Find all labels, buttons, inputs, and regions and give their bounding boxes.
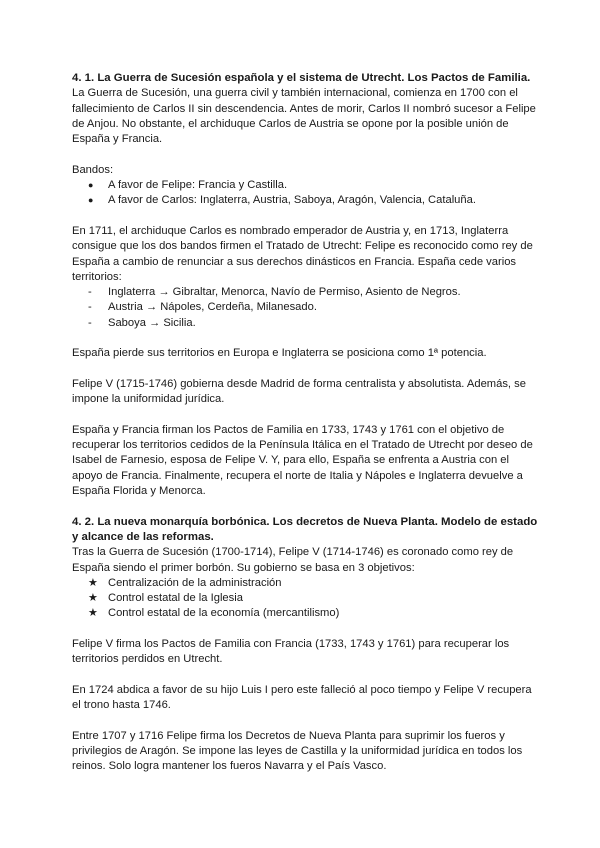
list-item-text: Saboya → Sicilia. — [108, 316, 196, 329]
star-icon: ★ — [88, 592, 98, 605]
list-item — [72, 178, 540, 193]
abdica-paragraph: En 1724 abdica a favor de su hijo Luis I pero este falleció al poco tiempo y Felipe V recupera el trono hasta 1746. — [72, 683, 532, 712]
list-item — [72, 193, 540, 208]
potencia-paragraph: España pierde sus territorios en Europa e Inglaterra se posiciona como 1ª potencia. — [72, 347, 487, 360]
section-1-intro: La Guerra de Sucesión, una guerra civil y también internacional, comienza en 1700 con el fallecimiento de Carlos II sin descendencia. Antes de morir, Carlos II nombró sucesor a Felipe de Anjou. No obstante, el archiduque Carlos de Austria se opone por la posible unión de España y Francia. — [72, 87, 536, 146]
list-item — [72, 606, 540, 621]
nueva-planta-paragraph: Entre 1707 y 1716 Felipe firma los Decretos de Nueva Planta para suprimir los fueros y privilegios de Aragón. Se impone las leyes de Castilla y la uniformidad jurídica en todos los reinos. Solo logra mantener los fueros Navarra y el País Vasco. — [72, 729, 523, 773]
spacer — [72, 331, 540, 346]
list-item-text: A favor de Carlos: Inglaterra, Austria, Saboya, Aragón, Valencia, Cataluña. — [108, 194, 476, 207]
felipe-paragraph: Felipe V (1715-1746) gobierna desde Madrid de forma centralista y absolutista. Además, se impone la uniformidad jurídica. — [72, 377, 526, 406]
list-item — [72, 591, 540, 606]
section-2-heading: 4. 2. La nueva monarquía borbónica. Los decretos de Nueva Planta. Modelo de estado y alcance de las reformas. — [72, 515, 538, 543]
section-1-heading: 4. 1. La Guerra de Sucesión española y el sistema de Utrecht. Los Pactos de Familia. — [72, 72, 531, 84]
dash-icon: - — [88, 301, 92, 314]
list-item-text: Austria → Nápoles, Cerdeña, Milanesado. — [108, 301, 317, 314]
list-item — [72, 576, 540, 591]
spacer — [72, 668, 540, 683]
utrecht-paragraph: En 1711, el archiduque Carlos es nombrado emperador de Austria y, en 1713, Inglaterra consigue que los dos bandos firmen el Tratado de Utrecht: Felipe es reconocido como rey de España a cambio de renunciar a sus derechos dinásticos en Francia. España cede varios territorios: — [72, 224, 533, 283]
dash-icon: - — [88, 286, 92, 299]
spacer — [72, 209, 540, 224]
bullet-icon: ● — [88, 180, 94, 191]
list-item-text: Centralización de la administración — [108, 576, 282, 589]
list-item-text: Inglaterra → Gibraltar, Menorca, Navío de Permiso, Asiento de Negros. — [108, 286, 461, 299]
list-item — [72, 316, 540, 331]
star-icon: ★ — [88, 607, 98, 620]
bandos-list — [72, 178, 540, 209]
list-item — [72, 300, 540, 315]
pactos-paragraph: España y Francia firman los Pactos de Familia en 1733, 1743 y 1761 con el objetivo de recuperar los territorios cedidos de la Península Itálica en el Tratado de Utrecht por deseo de Isabel de Farnesio, esposa de Felipe V. Y, para ello, España se enfrenta a Austria con el apoyo de Francia. Finalmente, recupera el norte de Italia y Nápoles e Inglaterra devuelve a España Florida y Menorca. — [72, 423, 533, 498]
list-item — [72, 285, 540, 300]
spacer — [72, 499, 540, 514]
star-icon: ★ — [88, 576, 98, 589]
spacer — [72, 622, 540, 637]
dash-icon: - — [88, 316, 92, 329]
spacer — [72, 147, 540, 162]
spacer — [72, 408, 540, 423]
bandos-label: Bandos: — [72, 163, 114, 176]
bullet-icon: ● — [88, 195, 94, 206]
list-item-text: Control estatal de la economía (mercantilismo) — [108, 607, 340, 620]
section-2-intro: Tras la Guerra de Sucesión (1700-1714), Felipe V (1714-1746) es coronado como rey de España siendo el primer borbón. Su gobierno se basa en 3 objetivos: — [72, 546, 514, 574]
list-item-text: Control estatal de la Iglesia — [108, 592, 243, 605]
pactos-2-paragraph: Felipe V firma los Pactos de Familia con Francia (1733, 1743 y 1761) para recuperar los territorios perdidos en Utrecht. — [72, 637, 510, 666]
list-item-text: A favor de Felipe: Francia y Castilla. — [108, 179, 288, 192]
spacer — [72, 713, 540, 728]
spacer — [72, 362, 540, 377]
territorios-list — [72, 285, 540, 331]
objetivos-list — [72, 576, 540, 622]
